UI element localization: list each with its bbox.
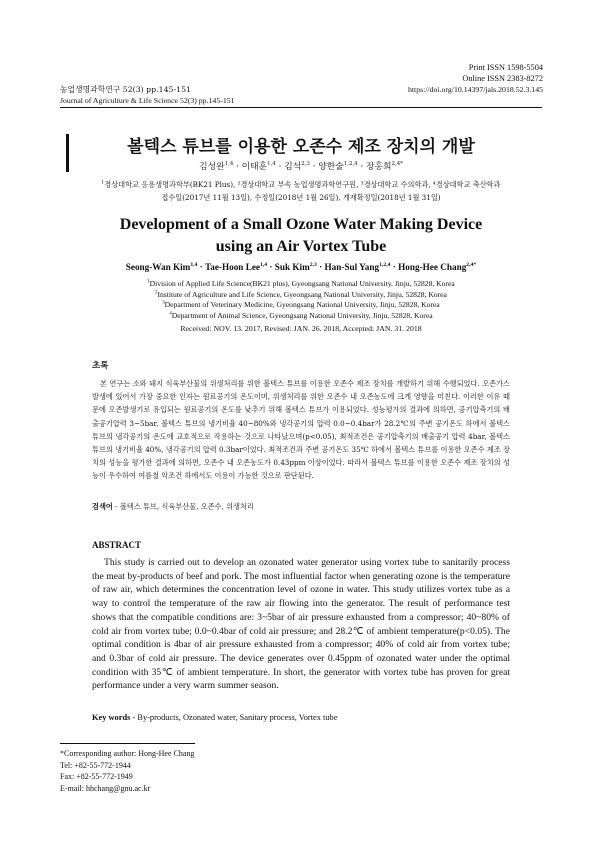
journal-name-en: Journal of Agriculture & Life Science 52(3) pp.145-151 [60, 95, 235, 105]
keywords-label: Key words [92, 713, 131, 722]
authors-korean: 김성완$^{1,4}$ · 이태훈$^{1,4}$ · 김석$^{2,3}$ · 양한술$^{1,2,4}$ · 장홍희$^{2,4*}$ [199, 161, 403, 172]
affiliation-line: $^2$Institute of Agriculture and Life Science, Gyeongsang National University, Jinju, 52828, Korea [155, 289, 447, 299]
online-issn: Online ISSN 2383-8272 [462, 74, 543, 83]
received-dates: Received: NOV. 13. 2017, Revised: JAN. 26. 2018, Accepted: JAN. 31. 2018 [180, 324, 422, 333]
footnote-rule [60, 743, 195, 744]
doi-link[interactable]: https://doi.org/10.14397/jals.2018.52.3.145 [407, 85, 543, 94]
author-en: Suk Kim$^{2,3}$ [274, 261, 317, 272]
keywords-list: - By-products, Ozonated water, Sanitary process, Vortex tube [130, 713, 338, 722]
issn-block [462, 62, 543, 84]
journal-name-ko: 농업생명과학연구 52(3) pp.145-151 [60, 85, 192, 94]
author-en: Han-Sul Yang$^{1,2,4}$ [324, 261, 391, 272]
authors-english: Seong-Wan Kim$^{1,4}$ · Tae-Hoon Lee$^{1,4}$ · Suk Kim$^{2,3}$ · Han-Sul Yang$^{1,2,4}$ · Hong-Hee Chang$^{2,4*}$ [125, 261, 477, 272]
fax: Fax: +82-55-772-1949 [60, 772, 133, 781]
abstract-english-body: This study is carried out to develop an ozonated water generator using vortex tube to sanitarily process the meat by-products of beef and pork. The most influential factor when generating ozone is the temperature of raw air, which determines the concentration level of ozone in water. This study utilizes vortex tube as a way to control the temperature of the raw air flowing into the generator. The result of performance test shows that the compatible conditions are: 3~5bar of air pressure exhausted from a compressor; 40~80% of cold air from vortex tube; 0.0~0.4bar of cold air pressure; and 28.2℃ of ambient temperature(p<0.05). The optimal condition is 4bar of air pressure exhausted from a compressor; 40% of cold air from vortex tube; and 0.3bar of cold air pressure. The device generates over 0.45ppm of ozonated water under the optimal condition with 35℃ of ambient temperature. In short, the generator with vortex tube has proven for great performance under a very warm summer season. [92, 557, 510, 692]
email[interactable]: E-mail: hhchang@gnu.ac.kr [60, 783, 151, 793]
keywords-label: 검색어 [92, 502, 113, 511]
journal-header [60, 85, 235, 106]
footnote [60, 748, 194, 794]
affiliation-line: $^1$Division of Applied Life Science(BK21 plus), Gyeongsang National University, Jinju, 52828, Korea [147, 279, 455, 288]
author-en: Hong-Hee Chang$^{2,4*}$ [398, 261, 477, 272]
affiliation-line: $^3$Department of Veterinary Medicine, Gyeongsang National University, Jinju, 52828, Korea [162, 300, 440, 310]
telephone: Tel: +82-55-772-1944 [60, 760, 131, 770]
author-ko: 김성완$^{1,4}$ [199, 161, 234, 172]
author-ko: 이태훈$^{1,4}$ [241, 161, 276, 172]
abstract-korean-body: 본 연구는 소와 돼지 식육부산물의 위생처리를 위한 볼텍스 튜브를 이용한 오존수 제조 장치를 개발하기 위해 수행되었다. 오존가스발생에 있어서 가장 중요한 인자는 원료공기의 온도이며, 위생처리를 위한 오존수 내 오존농도에 크게 영향을 미친다. 이러한 이유 때문에 오존발생기로 유입되는 원료공기의 온도를 낮추기 위해 볼텍스 튜브가 이용되었다. 성능평가의 결과에 의하면, 공기압축기의 배출공기압력 3~5bar, 볼텍스 튜브의 냉기비율 40~80%와 냉각공기의 압력 0.0~0.4bar가 28.2℃의 주변 공기온도 하에서 볼텍스 튜브의 냉각공기의 온도에 교호적으로 작용하는 것으로 나타났으며(p<0.05), 최적조건은 공기압축기의 배출공기 압력 4bar, 볼텍스 튜브의 냉기비율 40%, 냉각공기의 압력 0.3bar이었다. 최적조건과 주변 공기온도 35℃ 하에서 볼텍스 튜브를 이용한 오존수 제조 장치의 성능을 평가한 결과에 의하면, 오존수 내 오존농도가 0.43ppm 이상이었다. 따라서 볼텍스 튜브를 이용한 오존수 제조 장치의 성능이 우수하여 여름철 악조건 하에서도 이용이 가능한 것으로 판단된다. [92, 379, 510, 481]
keywords-korean [92, 502, 254, 512]
title-korean: 볼텍스 튜브를 이용한 오존수 제조 장치의 개발 [127, 137, 475, 157]
print-issn: Print ISSN 1598-5504 [468, 63, 543, 72]
author-en: Seong-Wan Kim$^{1,4}$ [125, 261, 198, 272]
affiliations-english [60, 279, 542, 321]
affiliation-line: $^4$Department of Animal Science, Gyeongsang National University, Jinju, 52828, Korea [169, 310, 433, 320]
dates-korean: 접수일(2017년 11월 13일), 수정일(2018년 1월 26일), 게재확정일(2018년 1월 31일) [161, 193, 441, 202]
affiliation-line: 경상대학교 응용생명과학부(BK21 Plus), ²경상대학교 부속 농업생명과학연구원, ³경상대학교 수의학과, ⁴경상대학교 축산학과 [104, 180, 501, 189]
author-ko: 장홍희$^{2,4*}$ [366, 161, 403, 172]
author-ko: 김석$^{2,3}$ [284, 161, 310, 172]
abstract-korean-heading: 초록 [92, 361, 109, 371]
title-english: Development of a Small Ozone Water Making Device using an Air Vortex Tube [119, 216, 483, 255]
affiliations-korean: $^1$경상대학교 응용생명과학부(BK21 Plus), ²경상대학교 부속 농업생명과학연구원, ³경상대학교 수의학과, ⁴경상대학교 축산학과 접수일(2017년 11월 13일), 수정일(2018년 1월 26일), 게재확정일(2018년 1월 31일) [60, 178, 542, 204]
keywords-list: - 볼텍스 튜브, 식육부산물, 오존수, 위생처리 [112, 502, 254, 511]
author-en: Tae-Hoon Lee$^{1,4}$ [204, 261, 268, 272]
author-ko: 양한술$^{1,2,4}$ [318, 161, 358, 172]
header-rule [60, 107, 542, 108]
keywords-english [92, 713, 337, 722]
corresponding-author: *Corresponding author: Hong-Hee Chang [60, 749, 195, 758]
abstract-english-heading: ABSTRACT [92, 540, 142, 550]
